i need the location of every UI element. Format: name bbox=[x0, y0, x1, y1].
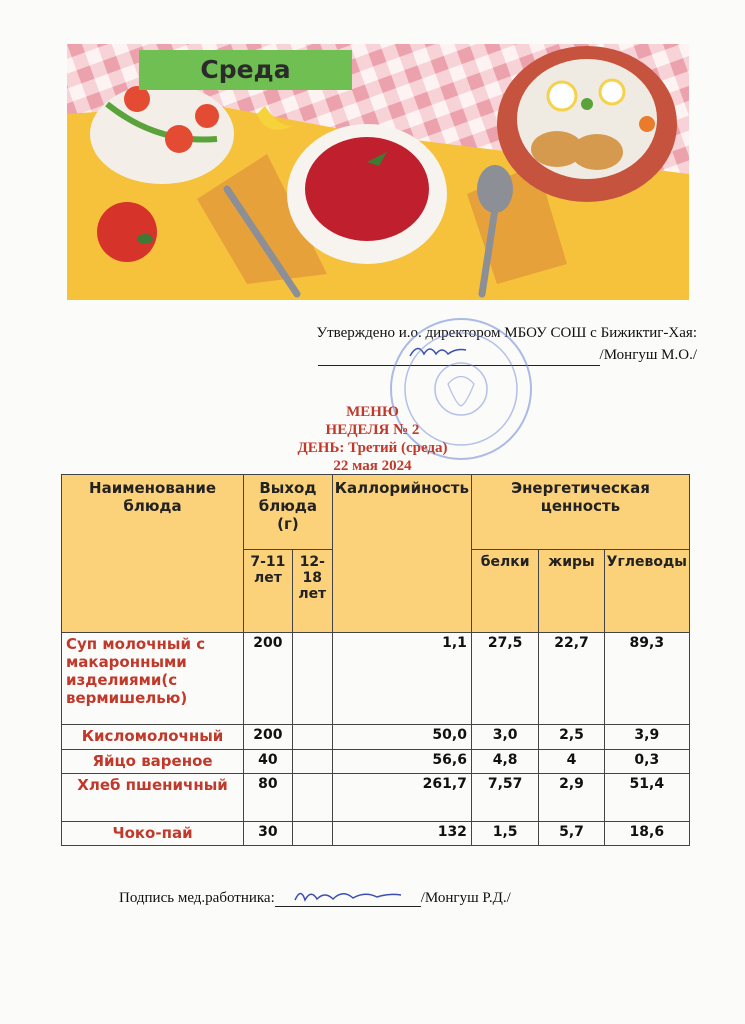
fat: 5,7 bbox=[539, 822, 604, 846]
protein: 4,8 bbox=[471, 750, 538, 774]
output-7-11: 80 bbox=[244, 774, 293, 822]
header-row bbox=[62, 475, 690, 550]
fat: 2,9 bbox=[539, 774, 604, 822]
output-7-11: 40 bbox=[244, 750, 293, 774]
header-age-12-18: 12-18 лет bbox=[292, 550, 332, 633]
carbs: 18,6 bbox=[604, 822, 689, 846]
carbs: 3,9 bbox=[604, 725, 689, 750]
director-name: /Монгуш М.О./ bbox=[599, 347, 697, 363]
approval-text: Утверждено и.о. директором МБОУ СОШ с Бижиктиг-Хая: bbox=[316, 325, 697, 341]
header-calories: Каллорийность bbox=[332, 475, 471, 633]
calories: 50,0 bbox=[332, 725, 471, 750]
calories: 56,6 bbox=[332, 750, 471, 774]
output-7-11: 200 bbox=[244, 633, 293, 725]
header-age-7-11: 7-11 лет bbox=[244, 550, 293, 633]
menu-table bbox=[61, 474, 690, 846]
output-12-18 bbox=[292, 822, 332, 846]
header-protein: белки bbox=[471, 550, 538, 633]
banner-illustration bbox=[67, 44, 689, 300]
dish-name: Яйцо вареное bbox=[62, 750, 244, 774]
output-12-18 bbox=[292, 750, 332, 774]
header-fat: жиры bbox=[539, 550, 604, 633]
dish-name: Суп молочный с макаронными изделиями(с вермишелью) bbox=[62, 633, 244, 725]
protein: 27,5 bbox=[471, 633, 538, 725]
carbs: 89,3 bbox=[604, 633, 689, 725]
header-output: Выход блюда (г) bbox=[244, 475, 333, 550]
week-number: НЕДЕЛЯ № 2 bbox=[325, 422, 420, 438]
carbs: 0,3 bbox=[604, 750, 689, 774]
medical-signature-label: Подпись мед.работника: bbox=[119, 890, 275, 906]
dish-name: Чоко-пай bbox=[62, 822, 244, 846]
output-7-11: 30 bbox=[244, 822, 293, 846]
menu-date: 22 мая 2024 bbox=[333, 458, 412, 474]
medical-signature-row bbox=[119, 890, 511, 907]
output-12-18 bbox=[292, 774, 332, 822]
day-banner-title: Среда bbox=[139, 50, 352, 90]
medical-signature-line bbox=[275, 891, 421, 907]
dish-name: Кисломолочный bbox=[62, 725, 244, 750]
calories: 132 bbox=[332, 822, 471, 846]
menu-title: МЕНЮ bbox=[346, 404, 399, 420]
table-row bbox=[62, 633, 690, 725]
output-7-11: 200 bbox=[244, 725, 293, 750]
medical-worker-name: /Монгуш Р.Д./ bbox=[420, 890, 511, 906]
output-12-18 bbox=[292, 725, 332, 750]
medical-worker-signature bbox=[293, 885, 403, 905]
table-row bbox=[62, 725, 690, 750]
protein: 1,5 bbox=[471, 822, 538, 846]
header-energy: Энергетическая ценность bbox=[471, 475, 689, 550]
calories: 1,1 bbox=[332, 633, 471, 725]
table-row bbox=[62, 750, 690, 774]
table-row bbox=[62, 822, 690, 846]
header-carbs: Углеводы bbox=[604, 550, 689, 633]
output-12-18 bbox=[292, 633, 332, 725]
day-label: ДЕНЬ: Третий (среда) bbox=[297, 440, 448, 456]
fat: 4 bbox=[539, 750, 604, 774]
header-dish-name: Наименование блюда bbox=[62, 475, 244, 633]
protein: 7,57 bbox=[471, 774, 538, 822]
dish-name: Хлеб пшеничный bbox=[62, 774, 244, 822]
table-row bbox=[62, 774, 690, 822]
calories: 261,7 bbox=[332, 774, 471, 822]
fat: 22,7 bbox=[539, 633, 604, 725]
fat: 2,5 bbox=[539, 725, 604, 750]
protein: 3,0 bbox=[471, 725, 538, 750]
carbs: 51,4 bbox=[604, 774, 689, 822]
